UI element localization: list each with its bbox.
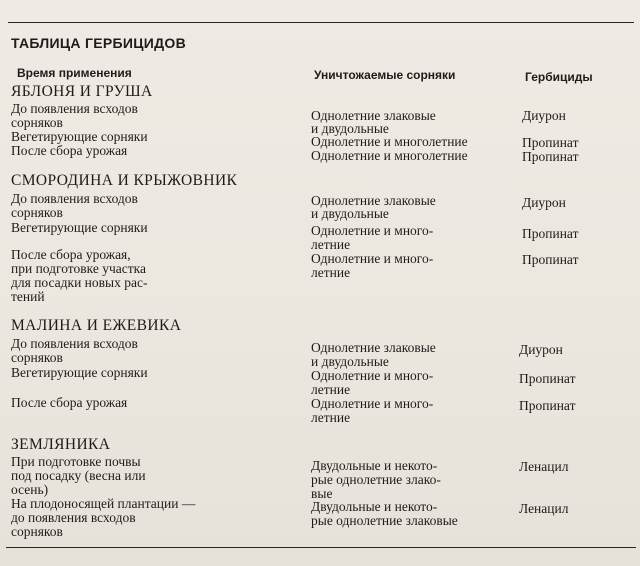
row-weeds: Однолетние и много-	[311, 251, 434, 266]
row-weeds: Двудольные и некото-	[311, 499, 438, 514]
section-title-strawberry: ЗЕМЛЯНИКА	[11, 436, 111, 453]
header-weeds: Уничтожаемые сорняки	[314, 68, 456, 82]
row-weeds: летние	[311, 410, 351, 425]
row-weeds: рые однолетние злако-	[311, 472, 441, 487]
row-weeds: Однолетние и много-	[311, 368, 434, 383]
row-weeds: и двудольные	[311, 121, 389, 136]
header-time: Время применения	[17, 66, 132, 80]
row-weeds: и двудольные	[311, 206, 389, 221]
row-herbicide: Пропинат	[519, 371, 576, 386]
row-time: под посадку (весна или	[11, 468, 146, 483]
row-time: Вегетирующие сорняки	[11, 129, 148, 144]
row-time: до появления всходов	[11, 510, 136, 525]
row-time: сорняков	[11, 115, 63, 130]
row-herbicide: Диурон	[519, 342, 563, 357]
row-weeds: летние	[311, 382, 351, 397]
row-time: На плодоносящей плантации —	[11, 496, 196, 511]
table-title: ТАБЛИЦА ГЕРБИЦИДОВ	[11, 35, 187, 51]
row-weeds: Однолетние и многолетние	[311, 134, 468, 149]
row-time: После сбора урожая,	[11, 247, 131, 262]
row-time: сорняков	[11, 524, 63, 539]
top-rule	[8, 22, 634, 23]
row-weeds: Однолетние и много-	[311, 396, 434, 411]
row-herbicide: Пропинат	[522, 226, 579, 241]
row-weeds: летние	[311, 237, 351, 252]
row-herbicide: Диурон	[522, 108, 566, 123]
row-weeds: Однолетние злаковые	[311, 340, 436, 355]
header-herbicides: Гербициды	[525, 70, 593, 84]
section-title-apple-pear: ЯБЛОНЯ И ГРУША	[11, 83, 153, 100]
section-title-raspberry-blackberry: МАЛИНА И ЕЖЕВИКА	[11, 317, 182, 334]
row-time: Вегетирующие сорняки	[11, 365, 148, 380]
row-time: для посадки новых рас-	[11, 275, 148, 290]
row-weeds: вые	[311, 486, 333, 501]
row-herbicide: Пропинат	[522, 252, 579, 267]
row-herbicide: Ленацил	[519, 501, 569, 516]
row-time: При подготовке почвы	[11, 454, 141, 469]
row-time: осень)	[11, 482, 49, 497]
row-time: сорняков	[11, 205, 63, 220]
row-time: сорняков	[11, 350, 63, 365]
row-herbicide: Пропинат	[519, 398, 576, 413]
row-weeds: рые однолетние злаковые	[311, 513, 458, 528]
row-herbicide: Ленацил	[519, 459, 569, 474]
row-time: До появления всходов	[11, 101, 138, 116]
row-weeds: Однолетние и много-	[311, 223, 434, 238]
row-time: До появления всходов	[11, 336, 138, 351]
row-weeds: Однолетние злаковые	[311, 193, 436, 208]
row-weeds: летние	[311, 265, 351, 280]
row-time: Вегетирующие сорняки	[11, 220, 148, 235]
row-time: тений	[11, 289, 45, 304]
row-time: при подготовке участка	[11, 261, 147, 276]
row-weeds: и двудольные	[311, 354, 389, 369]
row-weeds: Однолетние и многолетние	[311, 148, 468, 163]
row-weeds: Однолетние злаковые	[311, 108, 436, 123]
bottom-rule	[6, 547, 636, 548]
row-herbicide: Диурон	[522, 195, 566, 210]
row-herbicide: Пропинат	[522, 149, 579, 164]
row-herbicide: Пропинат	[522, 135, 579, 150]
section-title-currant-gooseberry: СМОРОДИНА И КРЫЖОВНИК	[11, 172, 238, 189]
row-weeds: Двудольные и некото-	[311, 458, 438, 473]
row-time: До появления всходов	[11, 191, 138, 206]
row-time: После сбора урожая	[11, 395, 128, 410]
row-time: После сбора урожая	[11, 143, 128, 158]
